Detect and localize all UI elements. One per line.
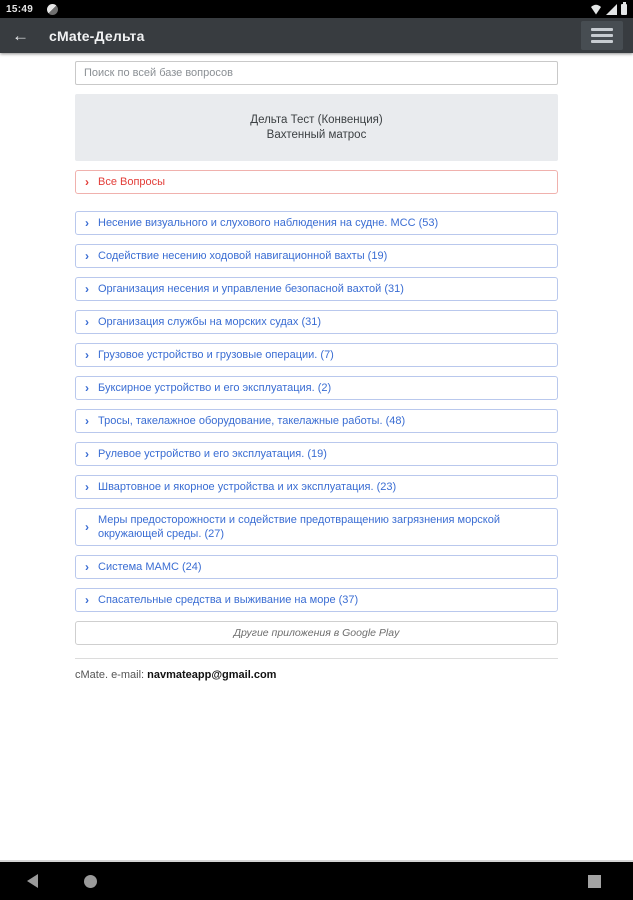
category-item[interactable]	[75, 409, 558, 433]
app-bar	[0, 18, 633, 53]
category-label: Система МАМС (24)	[98, 561, 202, 573]
category-label: Буксирное устройство и его эксплуатация. (2)	[98, 382, 332, 394]
all-questions-button[interactable]	[75, 170, 558, 194]
test-title: Дельта Тест (Конвенция)	[250, 114, 383, 126]
app-title: cMate-Дельта	[49, 27, 145, 44]
category-item[interactable]	[75, 555, 558, 579]
main-content	[0, 53, 633, 860]
chevron-right-icon: ›	[85, 414, 89, 428]
chevron-right-icon: ›	[85, 175, 89, 189]
category-item[interactable]	[75, 244, 558, 268]
clock-text: 15:49	[6, 3, 34, 15]
chevron-right-icon: ›	[85, 480, 89, 494]
nav-back-button[interactable]	[27, 874, 38, 888]
chevron-right-icon: ›	[85, 560, 89, 574]
category-item[interactable]	[75, 376, 558, 400]
notification-icon	[47, 4, 58, 15]
category-label: Несение визуального и слухового наблюдения на судне. МСС (53)	[98, 217, 439, 229]
search-input[interactable]	[75, 61, 558, 85]
category-label: Содействие несению ходовой навигационной вахты (19)	[98, 250, 388, 262]
chevron-right-icon: ›	[85, 282, 89, 296]
footer-prefix: cMate. e-mail:	[75, 669, 148, 681]
chevron-right-icon: ›	[85, 593, 89, 607]
footer-email: navmateapp@gmail.com	[147, 669, 277, 681]
menu-button[interactable]	[581, 21, 623, 50]
nav-home-button[interactable]	[84, 875, 97, 888]
hamburger-icon	[591, 28, 613, 31]
category-item[interactable]	[75, 211, 558, 235]
cellular-signal-icon	[606, 4, 617, 15]
category-label: Меры предосторожности и содействие предотвращению загрязнения морской окружающей среды. (27)	[98, 514, 501, 540]
google-play-button[interactable]	[75, 621, 558, 645]
category-item[interactable]	[75, 508, 558, 546]
category-item[interactable]	[75, 442, 558, 466]
chevron-right-icon: ›	[85, 249, 89, 263]
chevron-right-icon: ›	[85, 381, 89, 395]
navigation-bar	[0, 862, 633, 900]
test-header-box	[75, 94, 558, 161]
category-item[interactable]	[75, 475, 558, 499]
category-label: Рулевое устройство и его эксплуатация. (19)	[98, 448, 327, 460]
category-label: Швартовное и якорное устройства и их эксплуатация. (23)	[98, 481, 397, 493]
category-item[interactable]	[75, 343, 558, 367]
google-play-label: Другие приложения в Google Play	[233, 627, 400, 639]
chevron-right-icon: ›	[85, 348, 89, 362]
chevron-right-icon: ›	[85, 520, 89, 534]
status-icons	[590, 4, 627, 15]
hamburger-icon	[591, 34, 613, 37]
category-label: Организация несения и управление безопасной вахтой (31)	[98, 283, 404, 295]
chevron-right-icon: ›	[85, 216, 89, 230]
status-bar	[0, 0, 633, 18]
category-label: Грузовое устройство и грузовые операции. (7)	[98, 349, 334, 361]
category-list	[75, 211, 558, 612]
divider	[75, 658, 558, 659]
chevron-right-icon: ›	[85, 447, 89, 461]
hamburger-icon	[591, 40, 613, 43]
category-label: Организация службы на морских судах (31)	[98, 316, 322, 328]
wifi-icon	[590, 4, 602, 15]
footer	[75, 669, 558, 681]
battery-icon	[621, 4, 627, 15]
category-item[interactable]	[75, 588, 558, 612]
chevron-right-icon: ›	[85, 315, 89, 329]
test-subtitle: Вахтенный матрос	[266, 129, 367, 141]
all-questions-label: Все Вопросы	[98, 176, 166, 188]
back-arrow-icon[interactable]: ←	[12, 26, 29, 45]
category-item[interactable]	[75, 277, 558, 301]
nav-recents-button[interactable]	[588, 875, 601, 888]
category-label: Спасательные средства и выживание на море (37)	[98, 594, 359, 606]
category-item[interactable]	[75, 310, 558, 334]
category-label: Тросы, такелажное оборудование, такелажные работы. (48)	[98, 415, 406, 427]
